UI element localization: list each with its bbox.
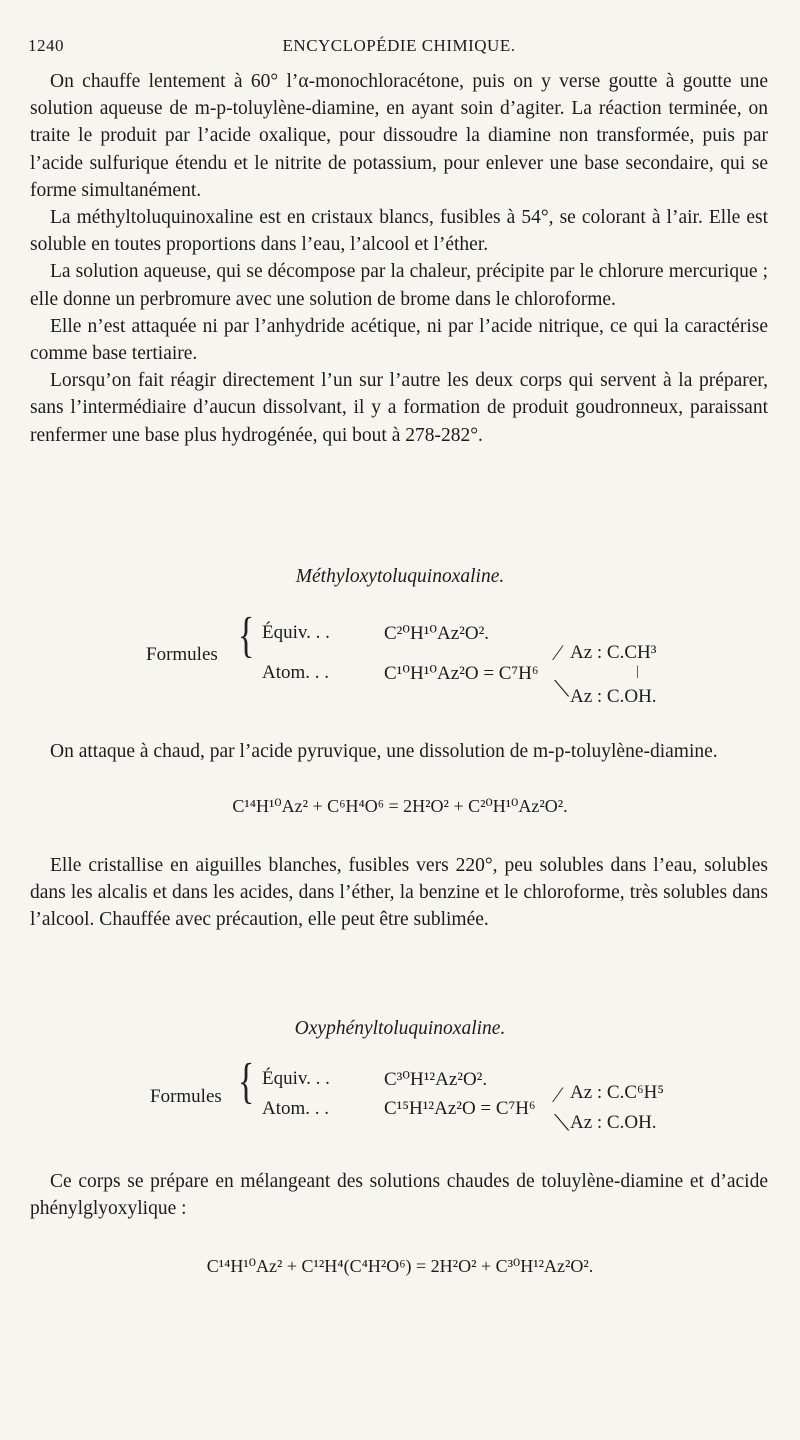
reaction-equation: C¹⁴H¹⁰Az² + C¹²H⁴(C⁴H²O⁶) = 2H²O² + C³⁰H¹²Az²O². xyxy=(206,1256,594,1276)
paragraph: Lorsqu’on fait réagir directement l’un sur l’autre les deux corps qui servent à la préparer, sans l’intermédiaire d’aucun dissolvant, il y a formation de produit goudronneux, paraissant renfermer une base plus hydrogénée, qui bout à 278-282°. xyxy=(30,370,768,446)
section2-text xyxy=(30,1168,768,1222)
section1-properties xyxy=(30,852,768,934)
paragraph: On attaque à chaud, par l’acide pyruvique, une dissolution de m-p-toluylène-diamine. xyxy=(50,741,718,762)
bond-vertical-icon: | xyxy=(636,664,639,679)
paragraph: La solution aqueuse, qui se décompose par la chaleur, précipite par le chlorure mercurique ; elle donne un perbromure avec une solution de brome dans le chloroforme. xyxy=(30,261,768,310)
paragraph: Elle cristallise en aiguilles blanches, fusibles vers 220°, peu solubles dans l’eau, solubles dans les alcalis et dans les acides, dans l’éther, la benzine et le chloroforme, très solubles dans l’alcool. Chauffée avec précaution, elle peut être sublimée. xyxy=(30,855,768,931)
equiv-label: Équiv. . . xyxy=(262,622,330,643)
bond-up-icon: ⁄ xyxy=(556,1082,560,1107)
equiv-label: Équiv. . . xyxy=(262,1068,330,1089)
branch-top: Az : C.CH³ xyxy=(570,642,657,663)
section1-text xyxy=(30,738,768,765)
running-title: ENCYCLOPÉDIE CHIMIQUE. xyxy=(282,36,516,55)
atom-label: Atom. . . xyxy=(262,1098,330,1119)
branch-bottom: Az : C.OH. xyxy=(570,1112,657,1133)
brace-icon: { xyxy=(238,1055,255,1110)
paragraph: Ce corps se prépare en mélangeant des solutions chaudes de toluylène-diamine et d’acide phénylglyoxylique : xyxy=(30,1171,768,1220)
section-title: Méthyloxytoluquinoxaline. xyxy=(295,566,505,587)
intro-text xyxy=(30,68,768,449)
formula-block xyxy=(0,1055,800,1144)
bond-down-icon: ⟍ xyxy=(554,1110,570,1135)
atom-formula: C¹⁵H¹²Az²O = C⁷H⁶ xyxy=(384,1098,536,1119)
atom-label: Atom. . . xyxy=(262,662,330,683)
equiv-formula: C³⁰H¹²Az²O². xyxy=(384,1069,488,1090)
formulas-label: Formules xyxy=(150,1086,222,1107)
atom-formula: C¹⁰H¹⁰Az²O = C⁷H⁶ xyxy=(384,663,539,684)
formulas-label: Formules xyxy=(146,644,218,665)
brace-icon: { xyxy=(238,609,255,664)
bond-down-icon: ⟍ xyxy=(554,676,570,701)
paragraph: On chauffe lentement à 60° l’α-monochloracétone, puis on y verse goutte à goutte une solution aqueuse de m-p-toluylène-diamine, en ayant soin d’agiter. La réaction terminée, on traite le produit par l’acide oxalique, pour dissoudre la diamine non transformée, puis par l’acide sulfurique étendu et le nitrite de potassium, pour enlever une base secondaire, qui se forme simultanément. xyxy=(30,71,768,201)
branch-bottom: Az : C.OH. xyxy=(570,686,657,707)
bond-up-icon: ⁄ xyxy=(556,640,560,665)
reaction-equation: C¹⁴H¹⁰Az² + C⁶H⁴O⁶ = 2H²O² + C²⁰H¹⁰Az²O². xyxy=(232,796,568,816)
formula-block xyxy=(0,609,800,707)
paragraph: La méthyltoluquinoxaline est en cristaux blancs, fusibles à 54°, se colorant à l’air. Elle est soluble en toutes proportions dans l’eau, l’alcool et l’éther. xyxy=(30,207,768,256)
page-header xyxy=(28,36,770,60)
page-number: 1240 xyxy=(28,36,64,55)
equiv-formula: C²⁰H¹⁰Az²O². xyxy=(384,623,490,644)
paragraph: Elle n’est attaquée ni par l’anhydride acétique, ni par l’acide nitrique, ce qui la caractérise comme base tertiaire. xyxy=(30,315,768,365)
branch-top: Az : C.C⁶H⁵ xyxy=(570,1082,664,1103)
section-title: Oxyphényltoluquinoxaline. xyxy=(294,1018,506,1039)
